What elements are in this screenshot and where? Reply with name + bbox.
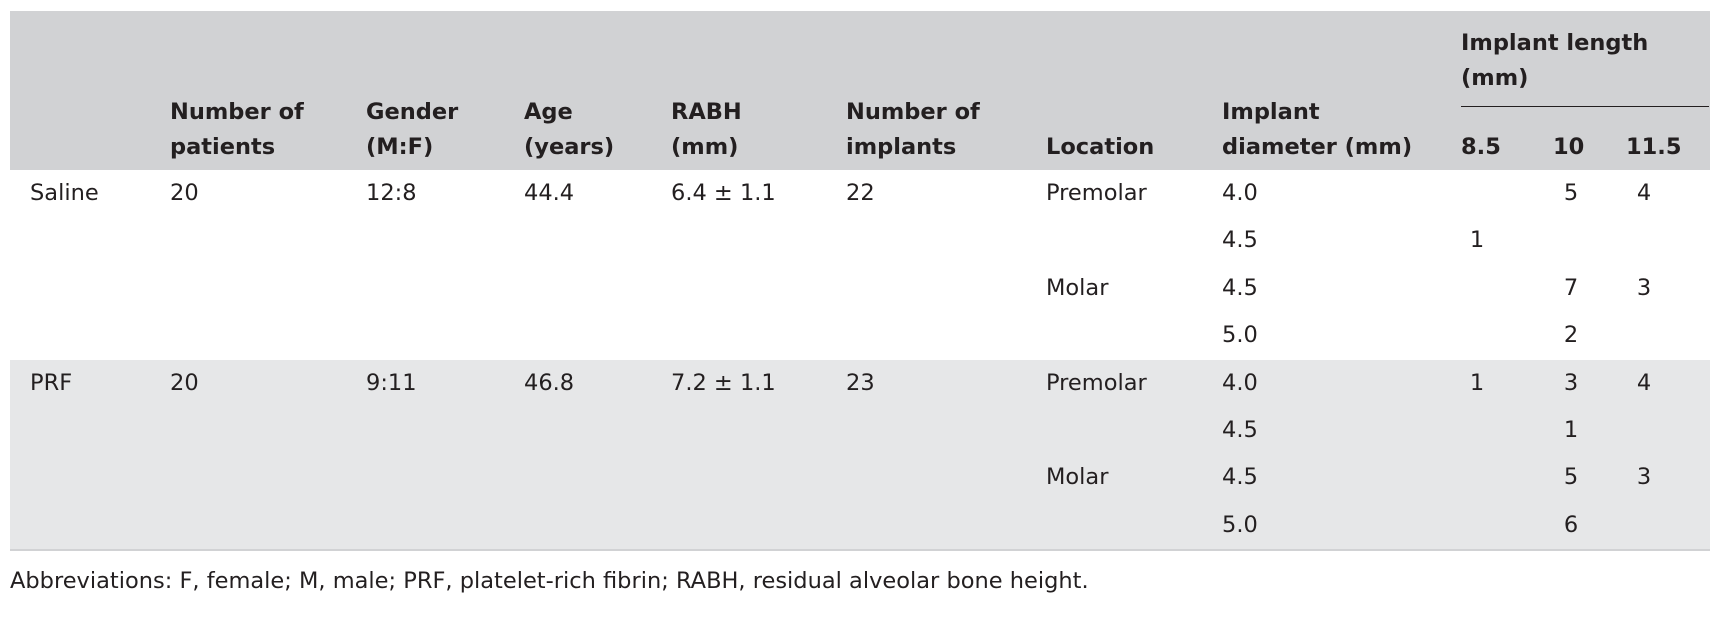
header-diameter-line2: diameter (mm)	[1222, 134, 1413, 160]
header-length-10-label: 10	[1553, 134, 1585, 160]
cell-l10: 6	[1563, 511, 1579, 538]
data-table	[10, 11, 1710, 551]
cell-patients: 20	[170, 180, 199, 206]
cell-l10: 2	[1563, 322, 1579, 349]
header-diameter-line1: Implant	[1222, 99, 1320, 125]
header-rabh-line1: RABH	[671, 99, 742, 125]
header-length-8-5	[1461, 130, 1501, 165]
cell-diameter: 4.0	[1222, 369, 1258, 396]
table-footnote: Abbreviations: F, female; M, male; PRF, platelet-rich fibrin; RABH, residual alveolar bone height.	[10, 568, 1089, 594]
cell-age: 44.4	[524, 180, 575, 206]
cell-l10: 5	[1563, 464, 1579, 491]
table-bottom-rule	[10, 549, 1710, 551]
table-row	[10, 502, 1710, 549]
header-diameter	[1222, 95, 1412, 165]
table-header	[10, 11, 1710, 170]
cell-diameter: 5.0	[1222, 511, 1258, 538]
cell-diameter: 4.5	[1222, 464, 1258, 491]
cell-location: Premolar	[1046, 369, 1147, 396]
header-implants	[846, 95, 980, 165]
cell-l10: 5	[1563, 180, 1579, 206]
header-location	[1046, 130, 1154, 165]
header-implant-length-line1: Implant length	[1461, 30, 1649, 56]
header-implants-line2: implants	[846, 134, 957, 160]
cell-l115: 4	[1636, 369, 1652, 396]
cell-diameter: 4.0	[1222, 180, 1258, 206]
table-row	[10, 454, 1710, 501]
header-length-11-5-label: 11.5	[1626, 134, 1682, 160]
header-rabh-line2: (mm)	[671, 134, 739, 160]
header-age-line1: Age	[524, 99, 573, 125]
cell-l115: 4	[1636, 180, 1652, 206]
header-gender-line1: Gender	[366, 99, 459, 125]
cell-rabh: 7.2 ± 1.1	[671, 369, 776, 396]
cell-l10: 7	[1563, 274, 1579, 301]
cell-location: Molar	[1046, 274, 1109, 301]
header-age	[524, 95, 614, 165]
cell-l85: 1	[1469, 227, 1485, 254]
cell-implants: 22	[846, 180, 875, 206]
cell-name: PRF	[30, 369, 73, 396]
cell-location: Premolar	[1046, 180, 1147, 206]
header-implants-line1: Number of	[846, 99, 980, 125]
header-gender	[366, 95, 458, 165]
cell-gender: 12:8	[366, 180, 417, 206]
header-patients	[170, 95, 304, 165]
header-length-10	[1553, 130, 1584, 165]
header-length-11-5	[1626, 130, 1682, 165]
cell-diameter: 4.5	[1222, 227, 1258, 254]
table-body	[10, 170, 1710, 549]
table-row	[10, 407, 1710, 454]
cell-location: Molar	[1046, 464, 1109, 491]
header-length-8-5-label: 8.5	[1461, 134, 1501, 160]
header-gender-line2: (M:F)	[366, 134, 434, 160]
cell-rabh: 6.4 ± 1.1	[671, 180, 776, 206]
group-section-prf	[10, 360, 1710, 550]
cell-diameter: 5.0	[1222, 322, 1258, 349]
cell-diameter: 4.5	[1222, 274, 1258, 301]
cell-l115: 3	[1636, 274, 1652, 301]
cell-l10: 3	[1563, 369, 1579, 396]
cell-l85: 1	[1469, 369, 1485, 396]
table-row	[10, 360, 1710, 407]
cell-gender: 9:11	[366, 369, 417, 396]
table-row	[10, 265, 1710, 312]
header-location-line1: Location	[1046, 134, 1155, 160]
table-row	[10, 170, 1710, 217]
cell-l115: 3	[1636, 464, 1652, 491]
header-implant-length	[1461, 26, 1648, 96]
table-row	[10, 217, 1710, 264]
cell-implants: 23	[846, 369, 875, 396]
implant-length-rule	[1461, 106, 1709, 107]
table-row	[10, 312, 1710, 359]
cell-l10: 1	[1563, 416, 1579, 443]
header-patients-line1: Number of	[170, 99, 304, 125]
group-section-saline	[10, 170, 1710, 360]
header-age-line2: (years)	[524, 134, 615, 160]
cell-patients: 20	[170, 369, 199, 396]
header-patients-line2: patients	[170, 134, 276, 160]
cell-age: 46.8	[524, 369, 575, 396]
header-implant-length-line2: (mm)	[1461, 65, 1529, 91]
header-rabh	[671, 95, 742, 165]
cell-diameter: 4.5	[1222, 416, 1258, 443]
cell-name: Saline	[30, 180, 99, 206]
